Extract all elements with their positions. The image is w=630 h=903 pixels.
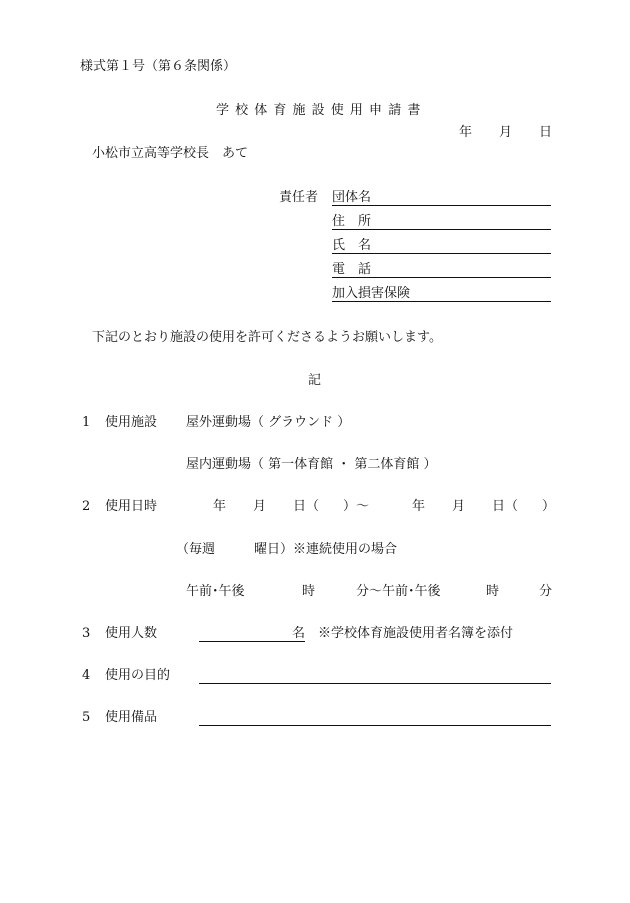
- item-number: 5: [82, 710, 91, 725]
- field-insurance-line[interactable]: [332, 301, 551, 302]
- item-number: 4: [82, 668, 91, 683]
- hour-end: 時: [486, 584, 500, 599]
- item-label: 使用備品: [105, 710, 158, 725]
- ampm-start: 午前･午後: [186, 584, 245, 599]
- item-label: 使用日時: [105, 499, 158, 514]
- people-note: ※学校体育施設使用者名簿を添付: [318, 626, 514, 641]
- document-title: 学 校 体 育 施 設 使 用 申 請 書: [216, 103, 422, 118]
- ki-heading: 記: [308, 373, 322, 388]
- people-count-line[interactable]: [199, 641, 305, 642]
- field-name-label: 氏 名: [332, 238, 372, 253]
- start-close: ）～: [343, 499, 370, 514]
- applicant-label: 責任者: [279, 190, 319, 205]
- field-phone-label: 電 話: [332, 262, 372, 277]
- field-address-label: 住 所: [332, 214, 372, 229]
- date-month: 月: [499, 125, 513, 140]
- item-label: 使用の目的: [105, 668, 171, 683]
- item-number: 1: [82, 415, 91, 430]
- item-label: 使用人数: [105, 626, 158, 641]
- weekly-note: （毎週 曜日）※連続使用の場合: [176, 542, 398, 557]
- form-number: 様式第１号（第６条関係）: [80, 59, 237, 74]
- date-year: 年: [459, 125, 473, 140]
- purpose-line[interactable]: [199, 683, 551, 684]
- start-year: 年: [213, 499, 227, 514]
- field-group-name-line[interactable]: [332, 205, 551, 206]
- end-day: 日（: [492, 499, 519, 514]
- addressee: 小松市立高等学校長 あて: [92, 146, 249, 161]
- start-month: 月: [253, 499, 267, 514]
- end-year: 年: [412, 499, 426, 514]
- minute-end: 分: [539, 584, 553, 599]
- request-text: 下記のとおり施設の使用を許可くださるようお願いします。: [92, 330, 442, 345]
- item-number: 2: [82, 499, 91, 514]
- start-day: 日（: [293, 499, 320, 514]
- item-label: 使用施設: [105, 415, 158, 430]
- field-group-name-label: 団体名: [332, 190, 372, 205]
- field-phone-line[interactable]: [332, 277, 551, 278]
- hour-start: 時: [302, 584, 316, 599]
- date-day: 日: [539, 125, 553, 140]
- facility-outdoor[interactable]: 屋外運動場（ グラウンド ）: [186, 415, 351, 430]
- people-unit: 名: [292, 626, 306, 641]
- minute-to-ampm: 分～午前･午後: [356, 584, 441, 599]
- field-insurance-label: 加入損害保険: [332, 286, 411, 301]
- end-month: 月: [452, 499, 466, 514]
- field-name-line[interactable]: [332, 253, 551, 254]
- equipment-line[interactable]: [199, 725, 551, 726]
- end-close: ）: [542, 499, 556, 514]
- facility-indoor[interactable]: 屋内運動場（ 第一体育館 ・ 第二体育館 ）: [186, 457, 437, 472]
- item-number: 3: [82, 626, 91, 641]
- field-address-line[interactable]: [332, 229, 551, 230]
